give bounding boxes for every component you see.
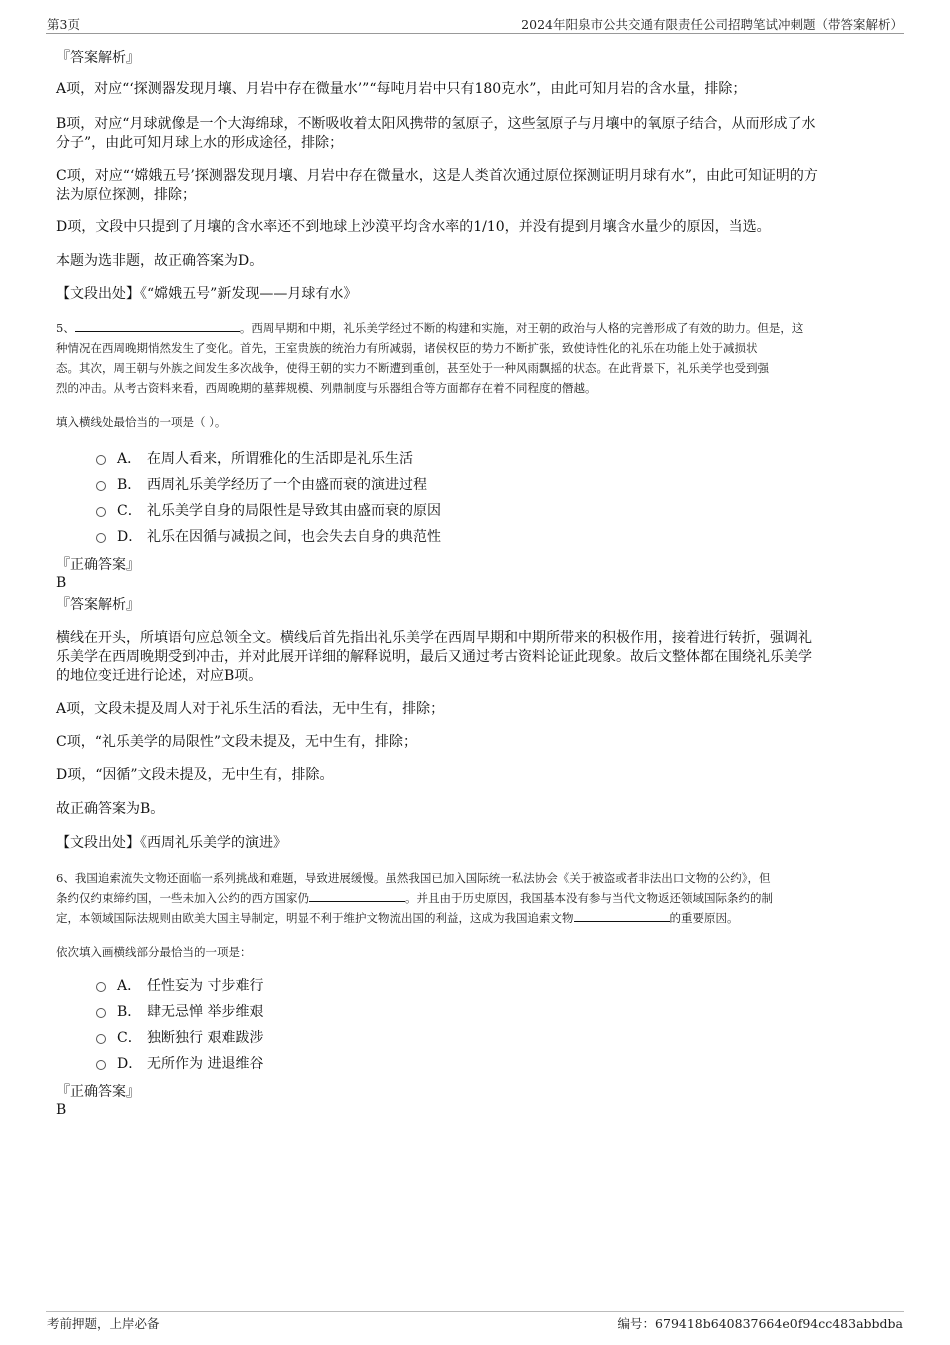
option-a[interactable]: A． 任性妄为 寸步难行 [96, 976, 263, 996]
correct-answer-title: 『正确答案』 [56, 1084, 140, 1100]
analysis-line3: 的地位变迁进行论述，对应B项。 [56, 668, 263, 684]
analysis-conclusion: 故正确答案为B。 [56, 801, 165, 817]
option-c[interactable]: C． 独断独行 艰难跋涉 [96, 1028, 263, 1048]
analysis-option-c: C项，“礼乐美学的局限性”文段未提及，无中生有，排除； [56, 734, 418, 750]
radio-icon[interactable] [96, 982, 106, 992]
analysis-option-a: A项，对应“‘探测器发现月壤、月岩中存在微量水’”“每吨月岩中只有180克水”，由此可知月岩的含水量，排除； [56, 81, 747, 97]
passage-source: 【文段出处】《西周礼乐美学的演进》 [56, 835, 287, 851]
analysis-conclusion: 本题为选非题，故正确答案为D。 [56, 253, 264, 269]
fill-blank [75, 319, 240, 332]
radio-icon[interactable] [96, 1008, 106, 1018]
analysis-option-d: D项，“因循”文段未提及，无中生有，排除。 [56, 767, 334, 783]
option-c[interactable]: C． 礼乐美学自身的局限性是导致其由盛而衰的原因 [96, 501, 441, 521]
passage-source: 【文段出处】《“嫦娥五号”新发现——月球有水》 [56, 286, 358, 302]
option-b[interactable]: B． 肆无忌惮 举步维艰 [96, 1002, 263, 1022]
correct-answer: B [56, 575, 67, 591]
radio-icon[interactable] [96, 481, 106, 491]
option-a[interactable]: A． 在周人看来，所谓雅化的生活即是礼乐生活 [96, 449, 413, 469]
radio-icon[interactable] [96, 1034, 106, 1044]
radio-icon[interactable] [96, 533, 106, 543]
radio-icon[interactable] [96, 1060, 106, 1070]
footer-slogan: 考前押题，上岸必备 [47, 1316, 160, 1331]
option-b[interactable]: B． 西周礼乐美学经历了一个由盛而衰的演进过程 [96, 475, 427, 495]
fill-blank [309, 889, 405, 902]
analysis-line2: 乐美学在西周晚期受到冲击，并对此展开详细的解释说明，最后又通过考古资料论证此现象。故后文整体都在围绕礼乐美学 [56, 649, 812, 665]
analysis-option-a: A项，文段未提及周人对于礼乐生活的看法，无中生有，排除； [56, 701, 445, 717]
analysis-option-c-line1: C项，对应“‘嫦娥五号’探测器发现月壤、月岩中存在微量水，这是人类首次通过原位探测证明月球有水”，由此可知证明的方 [56, 168, 818, 184]
question-5-stem-line1 [56, 319, 896, 338]
question-6-stem-line1: 6、我国追索流失文物还面临一系列挑战和难题，导致进展缓慢。虽然我国已加入国际统一私法协会《关于被盗或者非法出口文物的公约》，但 [56, 871, 771, 885]
fill-blank [574, 909, 670, 922]
header-divider [46, 33, 904, 34]
footer-divider [46, 1311, 904, 1312]
question-6-stem-line3: 定，本领域国际法规则由欧美大国主导制定，明显不利于维护文物流出国的利益，这成为我国追索文物 的重要原因。 [56, 911, 739, 925]
analysis-title: 『答案解析』 [56, 597, 140, 613]
document-title: 2024年阳泉市公共交通有限责任公司招聘笔试冲刺题（带答案解析） [521, 17, 903, 32]
question-5-stem-line4: 烈的冲击。从考古资料来看，西周晚期的墓葬规模、列鼎制度与乐器组合等方面都存在着不同程度的僭越。 [56, 381, 597, 395]
radio-icon[interactable] [96, 507, 106, 517]
question-6-prompt: 依次填入画横线部分最恰当的一项是： [56, 945, 252, 959]
radio-icon[interactable] [96, 455, 106, 465]
option-d[interactable]: D． 无所作为 进退维谷 [96, 1054, 263, 1074]
analysis-title: 『答案解析』 [56, 50, 140, 66]
correct-answer: B [56, 1102, 67, 1118]
document-id: 编号：679418b640837664e0f94cc483abbdba [617, 1316, 903, 1331]
option-d[interactable]: D． 礼乐在因循与减损之间，也会失去自身的典范性 [96, 527, 441, 547]
analysis-option-b-line2: 分子”，由此可知月球上水的形成途径，排除； [56, 135, 344, 151]
question-5-stem-line2: 种情况在西周晚期悄然发生了变化。首先，王室贵族的统治力有所减弱，诸侯权臣的势力不断扩张，致使诗性化的礼乐在功能上处于减损状 [56, 341, 758, 355]
analysis-option-d: D项，文段中只提到了月壤的含水率还不到地球上沙漠平均含水率的1/10，并没有提到月壤含水量少的原因，当选。 [56, 219, 771, 235]
question-5-prompt: 填入横线处最恰当的一项是（ ）。 [56, 415, 227, 429]
question-6-stem-line2: 条约仅约束缔约国，一些未加入公约的西方国家仍 。并且由于历史原因，我国基本没有参与当代文物返还领域国际条约的制 [56, 891, 773, 905]
page-number: 第3页 [47, 17, 80, 32]
analysis-line1: 横线在开头，所填语句应总领全文。横线后首先指出礼乐美学在西周早期和中期所带来的积极作用，接着进行转折，强调礼 [56, 630, 812, 646]
stem-text: 。西周早期和中期，礼乐美学经过不断的构建和实施，对王朝的政治与人格的完善形成了有效的助力。但是，这 [239, 321, 804, 335]
analysis-option-b-line1: B项，对应“月球就像是一个大海绵球，不断吸收着太阳风携带的氢原子，这些氢原子与月壤中的氧原子结合，从而形成了水 [56, 116, 816, 132]
analysis-option-c-line2: 法为原位探测，排除； [56, 187, 196, 203]
correct-answer-title: 『正确答案』 [56, 557, 140, 573]
question-number: 5、 [56, 321, 75, 335]
question-5-stem-line3: 态。其次，周王朝与外族之间发生多次战争，使得王朝的实力不断遭到重创，甚至处于一种风雨飘摇的状态。在此背景下，礼乐美学也受到强 [56, 361, 769, 375]
